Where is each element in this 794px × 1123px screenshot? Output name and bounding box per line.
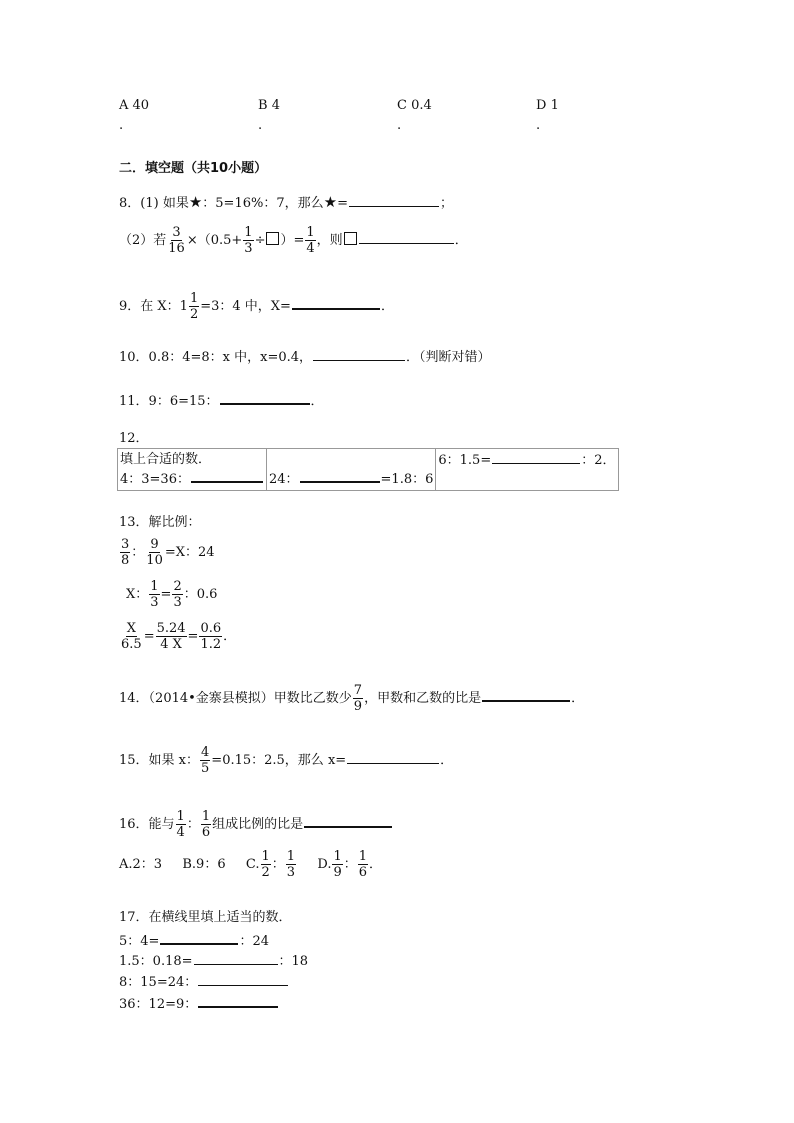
answer-blank[interactable] [304,814,392,828]
answer-blank[interactable] [482,688,570,702]
choice-d: D 1 [536,98,559,113]
option-c[interactable]: C. $\frac{1}{2}$ ： $\frac{1}{3}$ [245,849,296,880]
q9: 9．在 X：1 $\frac{1}{2}$ =3：4 中，X= ． [119,291,394,322]
fraction: $\frac{1}{4}$ [306,225,315,256]
answer-blank[interactable] [198,994,278,1008]
fraction: $\frac{1}{2}$ [189,291,199,322]
square-icon [344,232,357,245]
fraction: $\frac{4}{5}$ [201,745,210,776]
choice-c: C 0.4 [397,98,432,113]
answer-blank[interactable] [198,973,288,986]
q8-line1: 8．(1) 如果★：5=16%：7，那么★= ； [119,193,453,211]
q13-equation-1: $\frac{3}{8}$ ： $\frac{9}{10}$ =X：24 [121,537,215,568]
fraction: $\frac{9}{10}$ [146,537,163,568]
q12-cell-3: 6：1.5= ：2． [436,449,618,491]
fraction: $\frac{5.24}{4 X}$ [156,621,186,652]
choice-a: A 40 [119,98,150,113]
fraction: $\frac{7}{9}$ [353,683,363,714]
q17-line-1: 5：4= ：24 [119,931,269,950]
option-d[interactable]: D. $\frac{1}{9}$ ： $\frac{1}{6}$ ． [317,849,383,880]
fraction: $\frac{1}{6}$ [358,849,368,880]
square-icon [266,232,279,245]
choice-b: B 4 [258,98,280,113]
star-icon: ★ [323,193,338,211]
answer-blank[interactable] [191,469,263,483]
fraction: $\frac{1}{3}$ [150,579,159,610]
q10: 10．0.8：4=8：x 中，x=0.4， ．（判断对错） [119,350,491,365]
option-a[interactable]: A.2：3 [119,857,163,872]
choice-a-dot: . [119,118,124,133]
answer-blank[interactable] [292,296,380,310]
fraction: $\frac{1}{2}$ [261,849,270,880]
answer-blank[interactable] [349,194,439,207]
fraction: $\frac{1}{3}$ [286,849,296,880]
q12-table [117,448,619,491]
q12-cell-1: 填上合适的数． 4：3=36： [118,449,267,491]
section-title: 二．填空题（共10小题） [119,161,268,176]
fraction: $\frac{1}{9}$ [333,849,342,880]
q17-title: 17．在横线里填上适当的数． [119,910,292,925]
q13-equation-3: $\frac{X}{6.5}$ = $\frac{5.24}{4 X}$ = $\frac{0.6}{1.2}$ ． [121,621,237,652]
answer-blank[interactable] [359,231,454,244]
q8-line2: （2）若 $\frac{3}{16}$ ×（0.5+ $\frac{1}{3}$ ÷ ）= $\frac{1}{4}$ ，则 ． [119,225,468,256]
answer-blank[interactable] [220,391,310,405]
q17-line-2: 1.5：0.18= ：18 [119,954,309,969]
fraction: $\frac{0.6}{1.2}$ [200,621,222,652]
q17-line-3: 8：15=24： [119,973,289,991]
answer-blank[interactable] [300,469,380,483]
answer-blank[interactable] [313,348,405,361]
fraction: $\frac{1}{4}$ [176,809,185,840]
choice-d-dot: . [536,118,541,133]
fraction: $\frac{1}{3}$ [244,225,253,256]
fraction: $\frac{1}{6}$ [201,809,211,840]
fraction: $\frac{3}{16}$ [168,225,185,256]
q12-number: 12． [119,431,149,446]
answer-blank[interactable] [347,751,439,764]
star-icon: ★ [188,193,203,211]
q12-cell-2: 24： =1.8：6 [266,449,435,491]
choice-b-dot: . [258,118,263,133]
q15: 15．如果 x： $\frac{4}{5}$ =0.15：2.5，那么 x= ． [119,745,454,776]
q11: 11．9：6=15： ． [119,391,324,410]
q13-equation-2: X： $\frac{1}{3}$ = $\frac{2}{3}$ ：0.6 [126,579,218,610]
answer-blank[interactable] [160,931,238,945]
fraction: $\frac{X}{6.5}$ [121,621,142,652]
answer-blank[interactable] [194,952,278,965]
choice-c-dot: . [397,118,402,133]
q14: 14．（2014•金寨县模拟）甲数比乙数少 $\frac{7}{9}$ ，甲数和乙数的比是 ． [119,683,585,714]
answer-blank[interactable] [492,451,580,464]
fraction: $\frac{2}{3}$ [173,579,182,610]
q17-line-4: 36：12=9： [119,994,279,1013]
q16-options [119,848,382,882]
q16: 16．能与 $\frac{1}{4}$ ： $\frac{1}{6}$ 组成比例的比是 [119,808,393,842]
option-b[interactable]: B.9：6 [182,857,226,872]
q13-title: 13．解比例： [119,515,201,530]
fraction: $\frac{3}{8}$ [121,537,130,568]
